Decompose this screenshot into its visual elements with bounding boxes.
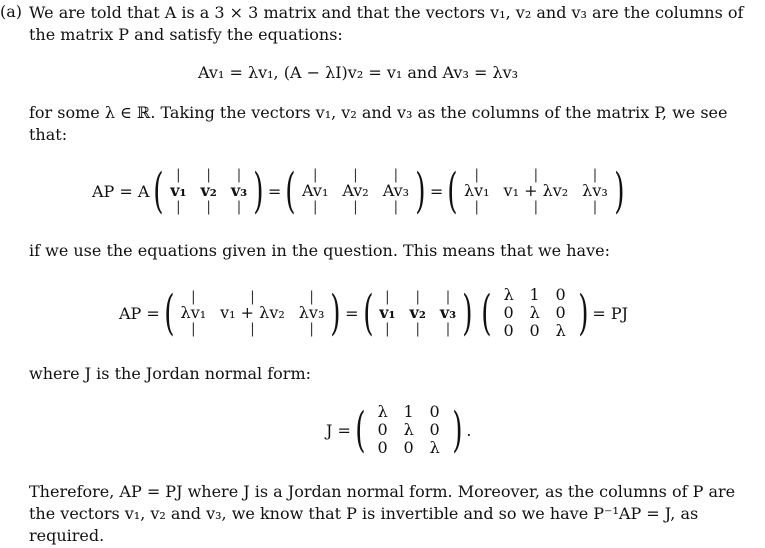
matrix-entry: λ	[403, 420, 414, 439]
equation-period: .	[466, 420, 472, 440]
matrix-entry: 0	[503, 303, 514, 322]
matrix-v-columns: ( | v₁ | | v₂ | | v₃ | )	[153, 163, 264, 219]
matrix-entry: λ	[377, 402, 388, 421]
matrix-lambda-columns: ( | λv₁ | | v₁ + λv₂ | | λv₃ | )	[447, 163, 625, 219]
matrix-entry: v₃	[439, 303, 457, 322]
matrix-p: ( | v₁ | | v₂ | | v₃ | )	[362, 285, 473, 341]
matrix-entry: v₁ + λv₂	[220, 303, 285, 322]
matrix-entry: λ	[429, 438, 440, 457]
paragraph-columns: for some λ ∈ ℝ. Taking the vectors v₁, v₂ and v₃ as the columns of the matrix P, we see that:	[29, 103, 728, 144]
matrix-entry: λv₁	[180, 303, 207, 322]
matrix-entry: 0	[429, 402, 440, 421]
paragraph-jordan: where J is the Jordan normal form:	[29, 364, 312, 383]
part-label: (a)	[0, 2, 23, 21]
paragraph-conclusion: Therefore, AP = PJ where J is a Jordan normal form. Moreover, as the columns of P are the vectors v₁, v₂ and v₃, we know that P is invertible and so we have P⁻¹AP = J, as required.	[29, 482, 736, 545]
equation-j	[326, 400, 471, 460]
matrix-j: ( λ 1 0 0 λ 0 0 0 λ )	[355, 402, 463, 458]
matrix-entry: λ	[529, 303, 540, 322]
equals-sign: =	[267, 181, 282, 201]
matrix-entry: 0	[377, 438, 388, 457]
matrix-entry: 0	[503, 321, 514, 340]
matrix-entry: v₁	[379, 303, 396, 322]
matrix-entry: v₃	[230, 181, 248, 200]
matrix-entry: Av₃	[382, 181, 410, 200]
matrix-entry: 0	[403, 438, 414, 457]
matrix-entry: λv₃	[298, 303, 325, 322]
equation-ap-columns	[92, 160, 629, 222]
matrix-entry: λ	[555, 321, 566, 340]
matrix-entry: λv₁	[463, 181, 490, 200]
matrix-av-columns: ( | Av₁ | | Av₂ | | Av₃ | )	[285, 163, 426, 219]
equation-lhs: AP =	[119, 303, 160, 323]
equals-sign: =	[429, 181, 444, 201]
matrix-entry: λ	[503, 285, 514, 304]
matrix-entry: 0	[529, 321, 540, 340]
matrix-entry: 0	[555, 285, 566, 304]
matrix-entry: v₁ + λv₂	[503, 181, 569, 200]
matrix-entry: Av₂	[342, 181, 369, 200]
paragraph-means: if we use the equations given in the question. This means that we have:	[29, 241, 610, 260]
matrix-j: ( λ 1 0 0 λ 0 0 0 λ )	[481, 285, 589, 341]
matrix-lambda-columns: ( | λv₁ | | v₁ + λv₂ | | λv₃ | )	[164, 285, 341, 341]
matrix-entry: 0	[429, 420, 440, 439]
equation-rhs: = PJ	[592, 303, 629, 323]
matrix-entry: v₁	[170, 181, 187, 200]
matrix-entry: v₂	[409, 303, 426, 322]
matrix-entry: v₂	[200, 181, 217, 200]
matrix-entry: λv₃	[582, 181, 608, 200]
equation-system: Av₁ = λv₁, (A − λI)v₂ = v₁ and Av₃ = λv₃	[198, 63, 519, 82]
matrix-entry: 1	[403, 402, 414, 421]
matrix-entry: 1	[529, 285, 540, 304]
matrix-entry: 0	[377, 420, 388, 439]
equation-lhs: AP = A	[92, 181, 150, 201]
matrix-entry: 0	[555, 303, 566, 322]
equation-ap-pj: AP = ( | λv₁ | | v₁ + λv₂ | | λv₃ | ) = ( | v₁ | | v₂ | | v₃ | ) ( λ 1 0 0 λ 0 0 0 λ ) = PJ	[119, 285, 629, 341]
paragraph-intro: We are told that A is a 3 × 3 matrix and that the vectors v₁, v₂ and v₃ are the columns of the matrix P and satisfy the equations:	[29, 3, 744, 44]
equation-lhs: J =	[326, 420, 351, 440]
matrix-entry: Av₁	[302, 181, 329, 200]
